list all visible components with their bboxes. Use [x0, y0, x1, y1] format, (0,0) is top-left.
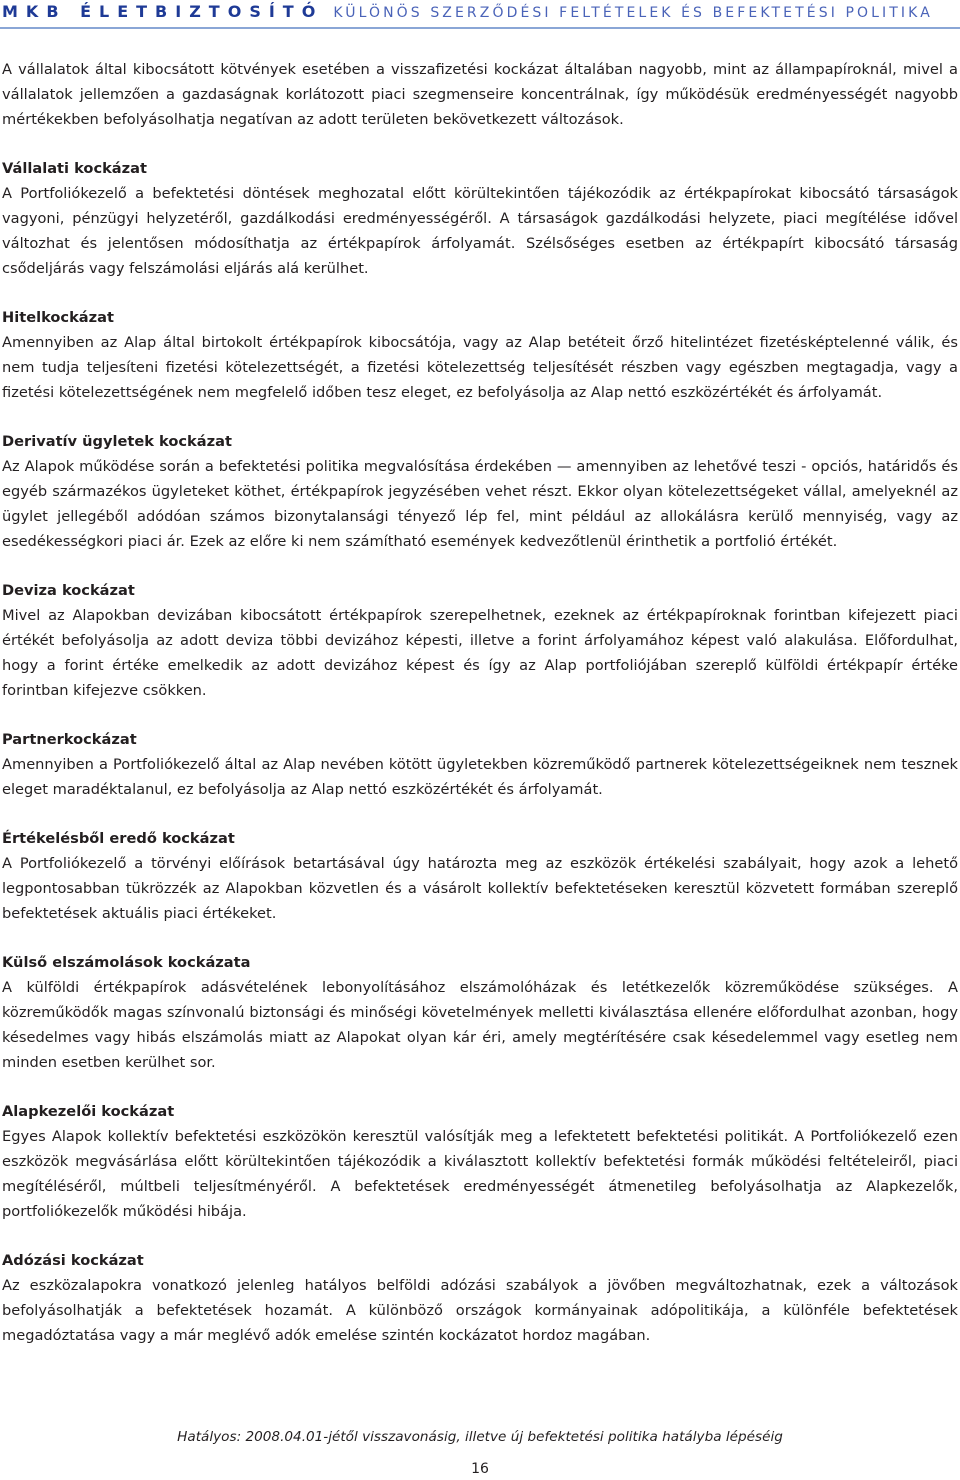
page-header: [0, 0, 960, 26]
section-text: Az eszközalapokra vonatkozó jelenleg hatályos belföldi adózási szabályok a jövőben megváltozhatnak, ezek a változások befolyásolhatják a befektetések hozamát. A különböző országok kormányainak adópolitikája, a különféle befektetések megadóztatása vagy a már meglévő adók emelése szintén kockázatot hordoz magában.: [2, 1277, 958, 1344]
section-text: A Portfoliókezelő a befektetési döntések meghozatal előtt körültekintően tájékozódik az értékpapírokat kibocsátó társaságok vagyoni, pénzügyi helyzetéről, gazdálkodási eredményességéről. A társaságok gazdálkodási helyzete, piaci megítélése idővel változhat és jelentősen módosíthatja az értékpapírok árfolyamát. Szélsőséges esetben az értékpapírt kibocsátó társaság csődeljárás vagy felszámolási eljárás alá kerülhet.: [2, 185, 958, 277]
section-title: Deviza kockázat: [2, 582, 135, 599]
section-alapkezeloi-kockazat: [2, 1099, 958, 1224]
section-derivativ-ugyletek-kockazat: [2, 429, 958, 554]
section-title: Külső elszámolások kockázata: [2, 954, 251, 971]
section-vallalati-kockazat: [2, 156, 958, 281]
section-title: Partnerkockázat: [2, 731, 137, 748]
effective-date-note: Hatályos: 2008.04.01-jétől visszavonásig, illetve új befektetési politika hatályba lépéséig: [177, 1429, 783, 1445]
section-hitelkockazat: [2, 305, 958, 405]
intro-paragraph: A vállalatok által kibocsátott kötvények esetében a visszafizetési kockázat általában nagyobb, mint az állampapíroknál, mivel a vállalatok jellemzően a gazdaságnak korlátozott piaci szegmenseire koncentrálnak, így működésük eredményességét nagyobb mértékekben befolyásolhatja negatívan az adott területen bekövetkezett változások.: [2, 61, 958, 128]
section-title: Hitelkockázat: [2, 309, 114, 326]
section-text: Amennyiben az Alap által birtokolt értékpapírok kibocsátója, vagy az Alap betéteit őrző hitelintézet fizetésképtelenné válik, és nem tudja teljesíteni fizetési kötelezettségét, a fizetési kötelezettség teljesítését részben vagy egészben megtagadja, vagy a fizetési kötelezettségének nem megfelelő időben tesz eleget, ez befolyásolja az Alap nettó eszközértékét és árfolyamát.: [2, 334, 958, 401]
section-title: Derivatív ügyletek kockázat: [2, 433, 232, 450]
document-body: [2, 57, 958, 1348]
section-kulso-elszamolasok-kockazata: [2, 950, 958, 1075]
document-title: KÜLÖNÖS SZERZŐDÉSI FELTÉTELEK ÉS BEFEKTETÉSI POLITIKA: [333, 5, 933, 21]
section-text: Az Alapok működése során a befektetési politika megvalósítása érdekében — amennyiben az lehetővé teszi - opciós, határidős és egyéb származékos ügyleteket köthet, értékpapírok jegyzésében vehet részt. Ekkor olyan kötelezettségeket vállal, amelyeknél az ügylet jellegéből adódóan számos bizonytalansági tényező lép fel, mint például az allokálásra kerülő mennyiség, vagy az esedékességkori piaci ár. Ezek az előre ki nem számítható események kedvezőtlenül érinthetik a portfolió értékét.: [2, 458, 958, 550]
section-text: Amennyiben a Portfoliókezelő által az Alap nevében kötött ügyletekben közreműködő partnerek kötelezettségeiknek nem tesznek eleget maradéktalanul, ez befolyásolja az Alap nettó eszközértékét és árfolyamát.: [2, 756, 958, 798]
section-text: Mivel az Alapokban devizában kibocsátott értékpapírok szerepelhetnek, ezeknek az értékpapíroknak forintban kifejezett piaci értékét befolyásolja az adott deviza többi devizához képesti, illetve a forint árfolyamához képest való alakulása. Előfordulhat, hogy a forint értéke emelkedik az adott devizához képest és így az Alap portfoliójában szereplő külföldi értékpapír értéke forintban kifejezve csökken.: [2, 607, 958, 699]
section-text: A Portfoliókezelő a törvényi előírások betartásával úgy határozta meg az eszközök értékelési szabályait, hogy azok a lehető legpontosabban tükrözzék az Alapokban közvetlen és a vásárolt kollektív befektetéseken keresztül közvetett formában szereplő befektetések aktuális piaci értékeket.: [2, 855, 958, 922]
section-title: Adózási kockázat: [2, 1252, 144, 1269]
section-title: Alapkezelői kockázat: [2, 1103, 175, 1120]
header-divider: [0, 27, 960, 29]
brand-name: MKB ÉLETBIZTOSÍTÓ: [2, 2, 324, 21]
section-deviza-kockazat: [2, 578, 958, 703]
section-title: Értékelésből eredő kockázat: [2, 830, 235, 847]
section-text: A külföldi értékpapírok adásvételének lebonyolításához elszámolóházak és letétkezelők közreműködése szükséges. A közreműködők magas színvonalú biztonsági és minőségi követelmények melletti kiválasztása ellenére előfordulhat azonban, hogy késedelmes vagy hibás elszámolás miatt az Alapokat olyan kár éri, amely megtérítésére csak késedelemmel vagy esetleg nem minden esetben kerülhet sor.: [2, 979, 958, 1071]
section-ertekelesbol-eredo-kockazat: [2, 826, 958, 926]
section-partnerkockazat: [2, 727, 958, 802]
section-title: Vállalati kockázat: [2, 160, 147, 177]
page-number: 16: [471, 1461, 489, 1477]
section-adozasi-kockazat: [2, 1248, 958, 1348]
section-text: Egyes Alapok kollektív befektetési eszközökön keresztül valósítják meg a lefektetett befektetési politikát. A Portfoliókezelő ezen eszközök megvásárlása előtt körültekintően tájékozódik a kiválasztott kollektív befektetési formák működési feltételeiről, piaci megítéléséről, múltbeli teljesítményéről. A befektetések eredményességét átmenetileg befolyásolhatja az Alapkezelők, portfoliókezelők működési hibája.: [2, 1128, 958, 1220]
